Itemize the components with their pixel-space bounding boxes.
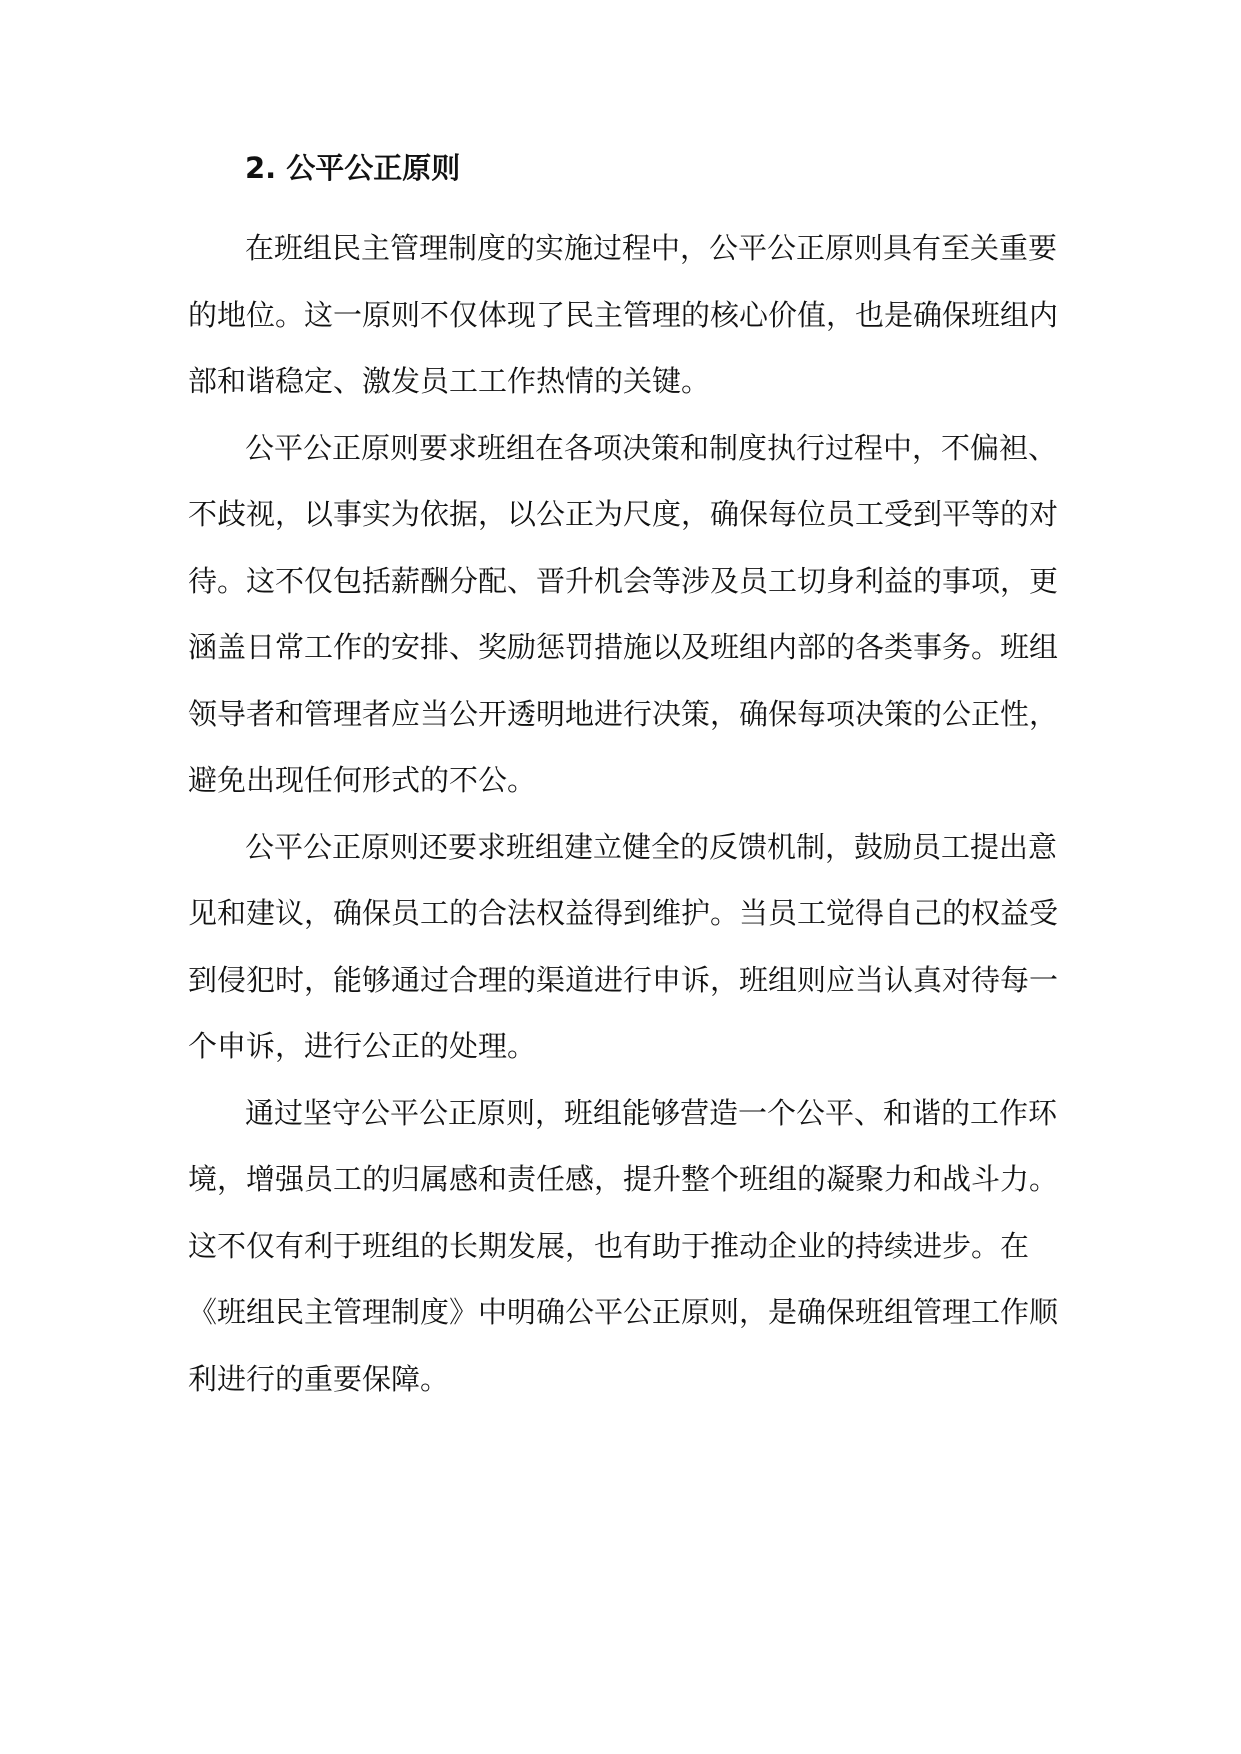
paragraph-line: 境，增强员工的归属感和责任感，提升整个班组的凝聚力和战斗力。 [188, 1162, 1059, 1196]
paragraph-line: 涵盖日常工作的安排、奖励惩罚措施以及班组内部的各类事务。班组 [188, 630, 1059, 664]
document-body [188, 215, 1068, 1412]
paragraph-line: 个申诉，进行公正的处理。 [188, 1029, 537, 1063]
paragraph-line: 通过坚守公平公正原则，班组能够营造一个公平、和谐的工作环 [245, 1095, 1058, 1130]
paragraph-line: 待。这不仅包括薪酬分配、晋升机会等涉及员工切身利益的事项，更 [188, 563, 1059, 598]
paragraph-line: 到侵犯时，能够通过合理的渠道进行申诉，班组则应当认真对待每一 [188, 962, 1059, 997]
paragraph-3 [188, 814, 1068, 1080]
section-heading: 2. 公平公正原则 [245, 151, 461, 185]
paragraph-line: 见和建议，确保员工的合法权益得到维护。当员工觉得自己的权益受 [188, 896, 1059, 930]
paragraph-line: 部和谐稳定、激发员工工作热情的关键。 [188, 364, 711, 398]
paragraph-line: 避免出现任何形式的不公。 [188, 763, 537, 797]
paragraph-line: 公平公正原则还要求班组建立健全的反馈机制，鼓励员工提出意 [245, 829, 1058, 864]
paragraph-4 [188, 1080, 1068, 1413]
paragraph-line: 领导者和管理者应当公开透明地进行决策，确保每项决策的公正性， [188, 696, 1059, 731]
paragraph-line: 不歧视，以事实为依据，以公正为尺度，确保每位员工受到平等的对 [188, 497, 1059, 531]
paragraph-2 [188, 415, 1068, 814]
paragraph-line: 公平公正原则要求班组在各项决策和制度执行过程中，不偏袒、 [245, 430, 1058, 465]
paragraph-1 [188, 215, 1068, 415]
paragraph-line: 这不仅有利于班组的长期发展，也有助于推动企业的持续进步。在 [188, 1228, 1030, 1263]
paragraph-line: 的地位。这一原则不仅体现了民主管理的核心价值，也是确保班组内 [188, 297, 1059, 332]
paragraph-line: 利进行的重要保障。 [188, 1361, 450, 1396]
paragraph-line: 在班组民主管理制度的实施过程中，公平公正原则具有至关重要 [245, 231, 1058, 265]
paragraph-line: 《班组民主管理制度》中明确公平公正原则，是确保班组管理工作顺 [188, 1295, 1059, 1329]
